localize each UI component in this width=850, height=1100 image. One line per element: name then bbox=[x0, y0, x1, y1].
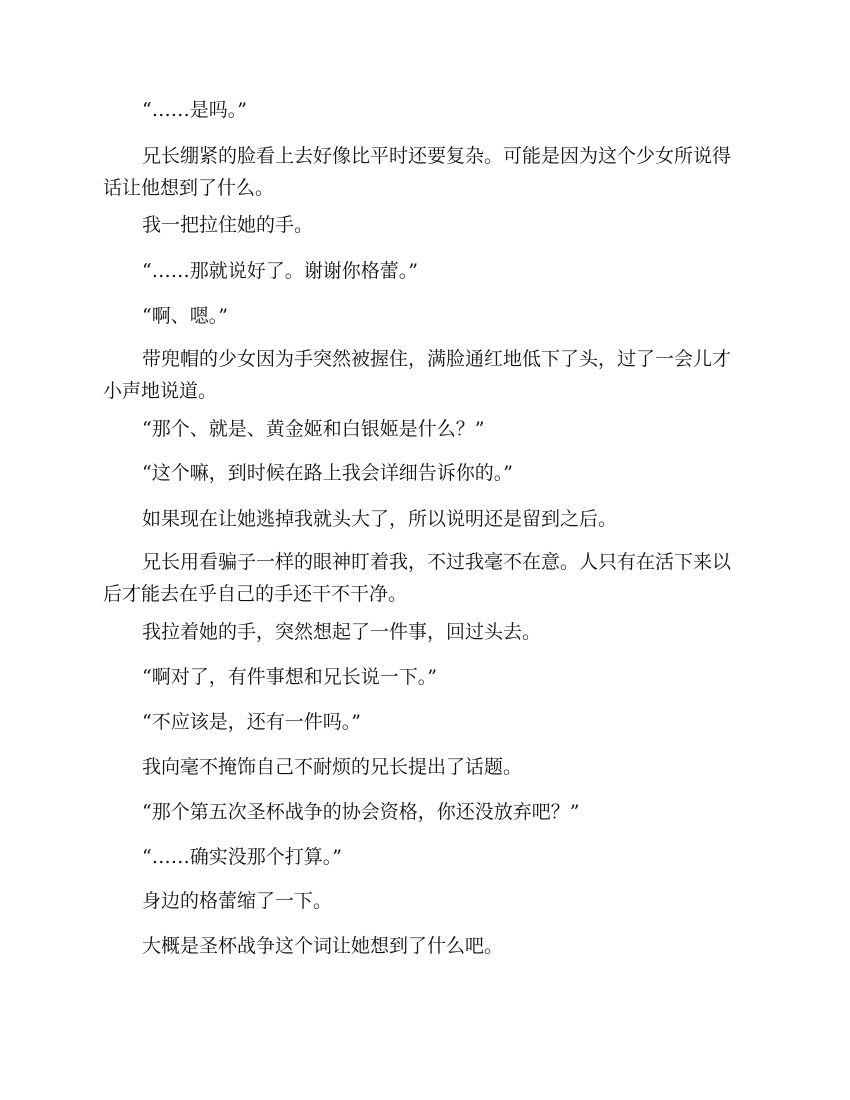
paragraph: 如果现在让她逃掉我就头大了，所以说明还是留到之后。 bbox=[142, 508, 618, 530]
paragraph: “啊对了，有件事想和兄长说一下。” bbox=[142, 666, 437, 688]
paragraph: “这个嘛，到时候在路上我会详细告诉你的。” bbox=[142, 462, 513, 484]
paragraph: 兄长用看骗子一样的眼神盯着我，不过我毫不在意。人只有在活下来以后才能去在乎自己的手还干不干净。 bbox=[103, 551, 732, 605]
paragraph: “……是吗。” bbox=[142, 99, 247, 121]
paragraph: “……确实没那个打算。” bbox=[142, 846, 342, 868]
paragraph: 我向毫不掩饰自己不耐烦的兄长提出了话题。 bbox=[142, 756, 523, 778]
paragraph: 兄长绷紧的脸看上去好像比平时还要复杂。可能是因为这个少女所说得话让他想到了什么。 bbox=[103, 145, 732, 199]
paragraph: “那个、就是、黄金姬和白银姬是什么？” bbox=[142, 418, 485, 440]
paragraph: 大概是圣杯战争这个词让她想到了什么吧。 bbox=[142, 935, 504, 957]
paragraph: “那个第五次圣杯战争的协会资格，你还没放弃吧？” bbox=[142, 801, 580, 823]
paragraph: “不应该是，还有一件吗。” bbox=[142, 711, 361, 733]
paragraph: “啊、嗯。” bbox=[142, 305, 228, 327]
paragraph: 带兜帽的少女因为手突然被握住，满脸通红地低下了头，过了一会儿才小声地说道。 bbox=[103, 348, 732, 402]
paragraph: 身边的格蕾缩了一下。 bbox=[142, 890, 333, 912]
paragraph: 我一把拉住她的手。 bbox=[142, 214, 314, 236]
paragraph: 我拉着她的手，突然想起了一件事，回过头去。 bbox=[142, 621, 542, 643]
paragraph: “……那就说好了。谢谢你格蕾。” bbox=[142, 260, 418, 282]
